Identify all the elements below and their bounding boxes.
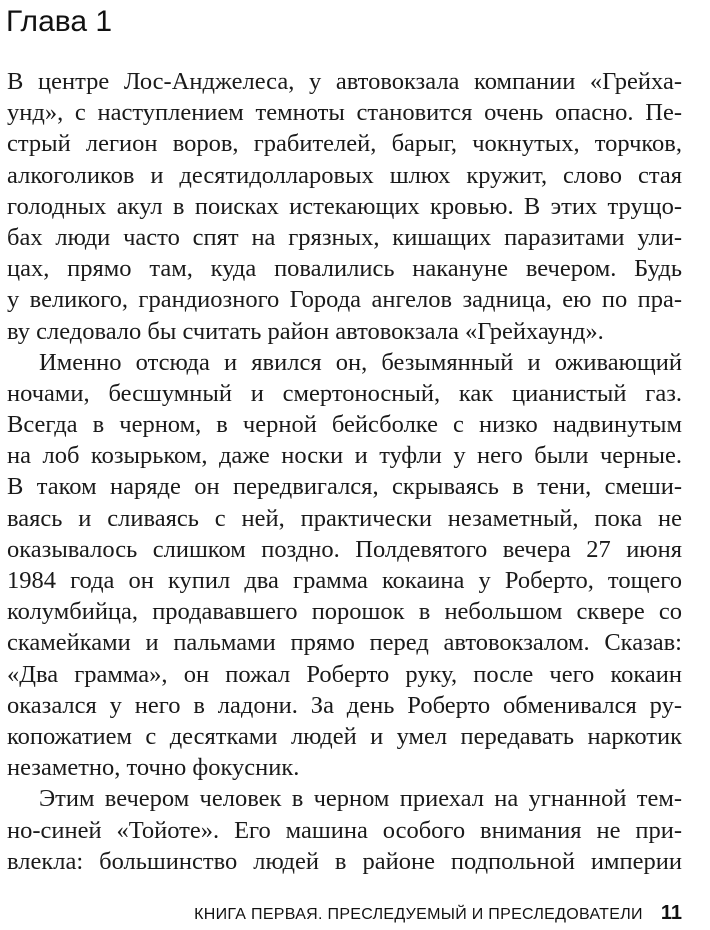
text-line: Всегда в черном, в черной бейсболке с низко надвинутым [7, 411, 682, 439]
text-line: унд», с наступлением темноты становится очень опасно. Пе- [7, 99, 682, 127]
page-number: 11 [660, 902, 682, 924]
text-line: влекла: большинство людей в районе подпольной империи [7, 847, 682, 875]
text-line: копожатием с десятками людей и умел передавать наркотик [7, 722, 682, 750]
text-line: ночами, бесшумный и смертоносный, как цианистый газ. [7, 379, 682, 407]
text-line: оказался у него в ладони. За день Роберто обменивался ру- [7, 691, 682, 719]
text-line: скамейками и пальмами прямо перед автовокзалом. Сказав: [7, 629, 682, 657]
text-line: стрый легион воров, грабителей, барыг, чокнутых, торчков, [7, 130, 682, 158]
text-line: у великого, грандиозного Города ангелов задница, ею по пра- [7, 286, 682, 314]
text-line: колумбийца, продававшего порошок в небольшом сквере со [7, 598, 682, 626]
text-line: на лоб козырьком, даже носки и туфли у него были черные. [7, 442, 682, 470]
text-line: 1984 года он купил два грамма кокаина у Роберто, тощего [7, 567, 682, 594]
text-line: но-синей «Тойоте». Его машина особого внимания не при- [7, 816, 682, 844]
text-line: незаметно, точно фокусник. [7, 754, 300, 782]
text-line: «Два грамма», он пожал Роберто руку, после чего кокаин [7, 660, 682, 688]
text-line: Этим вечером человек в черном приехал на угнанной тем- [39, 785, 682, 813]
text-line: цах, прямо там, куда повалились накануне вечером. Будь [7, 255, 682, 283]
text-line: голодных акул в поисках истекающих кровью. В этих трущо- [7, 192, 682, 220]
text-line: ваясь и сливаясь с ней, практически незаметный, пока не [7, 504, 682, 532]
text-line: оказывалось слишком поздно. Полдевятого вечера 27 июня [7, 535, 682, 563]
text-line: бах люди часто спят на грязных, кишащих паразитами ули- [7, 223, 682, 251]
text-line: В таком наряде он передвигался, скрываясь в тени, смеши- [7, 473, 682, 501]
text-line: ву следовало бы считать район автовокзала «Грейхаунд». [7, 317, 604, 345]
text-line: алкоголиков и десятидолларовых шлюх кружит, слово стая [7, 161, 682, 189]
text-line: Именно отсюда и явился он, безымянный и оживающий [39, 348, 682, 376]
page-footer [0, 902, 682, 928]
body-text [7, 66, 682, 877]
chapter-title: Глава 1 [6, 5, 113, 38]
text-line: В центре Лос-Анджелеса, у автовокзала компании «Грейха- [7, 68, 682, 95]
running-head: КНИГА ПЕРВАЯ. ПРЕСЛЕДУЕМЫЙ И ПРЕСЛЕДОВАТЕЛИ [194, 906, 643, 923]
